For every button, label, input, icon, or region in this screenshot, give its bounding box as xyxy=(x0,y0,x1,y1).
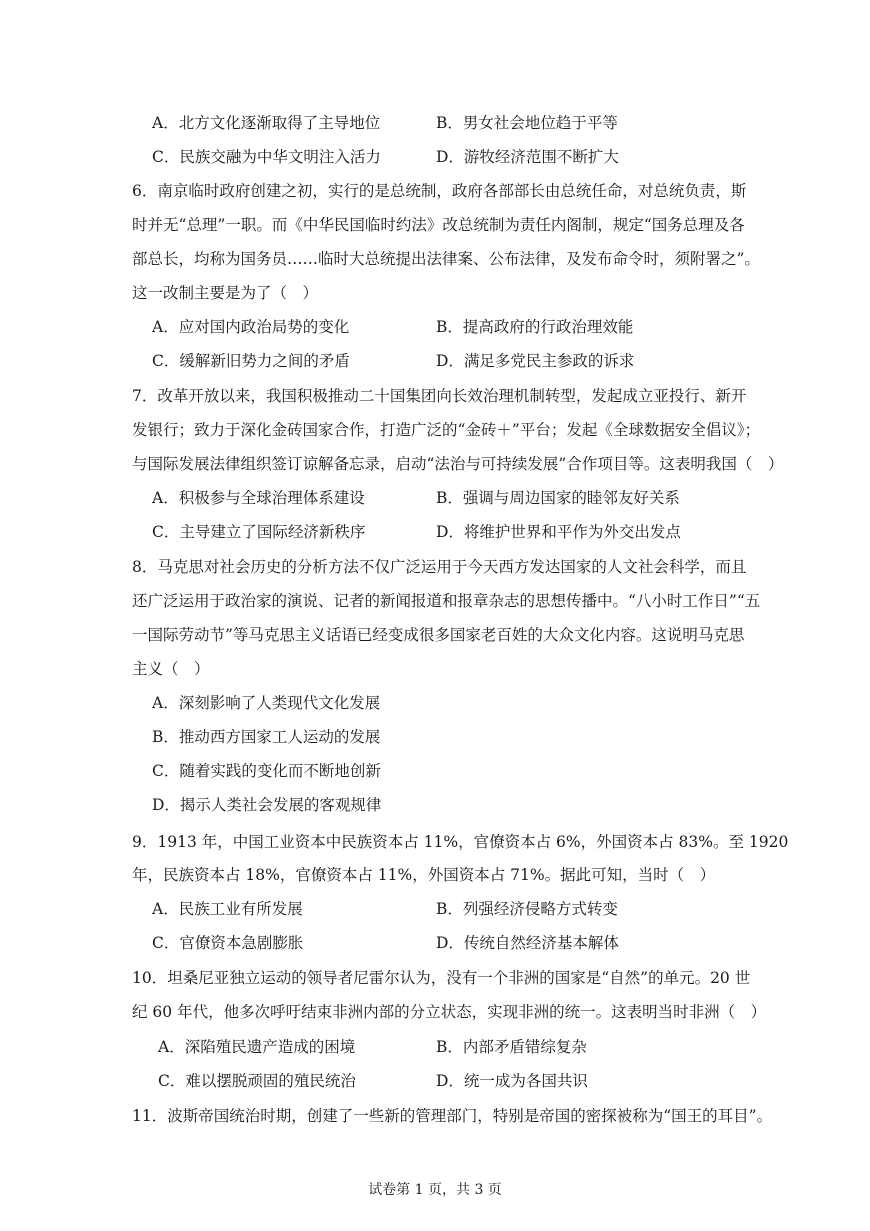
q8-stem-line-4: 主义（ ） xyxy=(132,660,210,678)
q10-option-a: A．深陷殖民遗产造成的困境 xyxy=(158,1038,356,1056)
q6-stem-line-4: 这一改制主要是为了（ ） xyxy=(132,284,319,302)
q9-option-b: B．列强经济侵略方式转变 xyxy=(436,900,618,918)
q9-stem-line-2: 年，民族资本占 18%，官僚资本占 11%，外国资本占 71%。据此可知，当时（ ） xyxy=(132,866,716,884)
q8-option-d: D．揭示人类社会发展的客观规律 xyxy=(152,796,382,814)
q6-stem-line-2: 时并无“总理”一职。而《中华民国临时约法》改总统制为责任内阁制，规定“国务总理及各 xyxy=(132,216,745,234)
q5-option-b: B．男女社会地位趋于平等 xyxy=(436,114,618,132)
q8-stem-line-2: 还广泛运用于政治家的演说、记者的新闻报道和报章杂志的思想传播中。“八小时工作日”“五 xyxy=(132,592,761,610)
q10-stem-line-2: 纪 60 年代，他多次呼吁结束非洲内部的分立状态，实现非洲的统一。这表明当时非洲（ ） xyxy=(132,1003,767,1021)
q10-stem-line-1: 10．坦桑尼亚独立运动的领导者尼雷尔认为，没有一个非洲的国家是“自然”的单元。20 世 xyxy=(132,969,751,987)
q6-option-b: B．提高政府的行政治理效能 xyxy=(436,318,634,336)
q11-stem-line-1: 11．波斯帝国统治时期，创建了一些新的管理部门，特别是帝国的密探被称为“国王的耳目”。 xyxy=(132,1107,773,1125)
q9-options-row-1 xyxy=(0,894,870,924)
q7-stem-line-2: 发银行；致力于深化金砖国家合作，打造广泛的“金砖＋”平台；发起《全球数据安全倡议》； xyxy=(132,421,761,439)
q8-stem-line-1: 8．马克思对社会历史的分析方法不仅广泛运用于今天西方发达国家的人文社会科学，而且 xyxy=(132,558,747,576)
q9-option-c: C．官僚资本急剧膨胀 xyxy=(152,934,304,952)
q9-options-row-2 xyxy=(0,928,870,958)
q6-option-c: C．缓解新旧势力之间的矛盾 xyxy=(152,352,350,370)
q9-option-d: D．传统自然经济基本解体 xyxy=(436,934,619,952)
q10-option-b: B．内部矛盾错综复杂 xyxy=(436,1038,587,1056)
q5-options-row-1 xyxy=(0,108,870,138)
q6-stem-line-3: 部总长，均称为国务员……临时大总统提出法律案、公布法律，及发布命令时，须附署之”。 xyxy=(132,250,760,268)
q5-option-d: D．游牧经济范围不断扩大 xyxy=(436,148,619,166)
q7-option-d: D．将维护世界和平作为外交出发点 xyxy=(436,523,681,541)
q8-option-a: A．深刻影响了人类现代文化发展 xyxy=(152,694,381,712)
q10-option-c: C．难以摆脱顽固的殖民统治 xyxy=(158,1072,356,1090)
q10-options-row-2 xyxy=(0,1066,870,1096)
q7-options-row-1 xyxy=(0,483,870,513)
q8-option-c: C．随着实践的变化而不断地创新 xyxy=(152,762,381,780)
q6-option-d: D．满足多党民主参政的诉求 xyxy=(436,352,635,370)
q7-option-b: B．强调与周边国家的睦邻友好关系 xyxy=(436,489,680,507)
q7-stem-line-1: 7．改革开放以来，我国积极推动二十国集团向长效治理机制转型，发起成立亚投行、新开 xyxy=(132,387,747,405)
q7-option-a: A．积极参与全球治理体系建设 xyxy=(152,489,365,507)
q9-option-a: A．民族工业有所发展 xyxy=(152,900,303,918)
q10-options-row-1 xyxy=(0,1032,870,1062)
q8-option-b: B．推动西方国家工人运动的发展 xyxy=(152,728,381,746)
q6-options-row-2 xyxy=(0,346,870,376)
q7-stem-line-3: 与国际发展法律组织签订谅解备忘录，启动“法治与可持续发展”合作项目等。这表明我国（ ） xyxy=(132,455,784,473)
q7-option-c: C．主导建立了国际经济新秩序 xyxy=(152,523,366,541)
q6-stem-line-1: 6．南京临时政府创建之初，实行的是总统制，政府各部部长由总统任命，对总统负责，斯 xyxy=(132,182,747,200)
q6-options-row-1 xyxy=(0,312,870,342)
q10-option-d: D．统一成为各国共识 xyxy=(436,1072,588,1090)
q9-stem-line-1: 9．1913 年，中国工业资本中民族资本占 11%，官僚资本占 6%，外国资本占 83%。至 1920 xyxy=(132,833,789,851)
q5-options-row-2 xyxy=(0,142,870,172)
q8-stem-line-3: 一国际劳动节”等马克思主义话语已经变成很多国家老百姓的大众文化内容。这说明马克思 xyxy=(132,626,745,644)
q5-option-c: C．民族交融为中华文明注入活力 xyxy=(152,148,381,166)
page-footer: 试卷第 1 页，共 3 页 xyxy=(368,1182,502,1198)
q5-option-a: A．北方文化逐渐取得了主导地位 xyxy=(152,114,381,132)
q6-option-a: A．应对国内政治局势的变化 xyxy=(152,318,350,336)
q7-options-row-2 xyxy=(0,517,870,547)
